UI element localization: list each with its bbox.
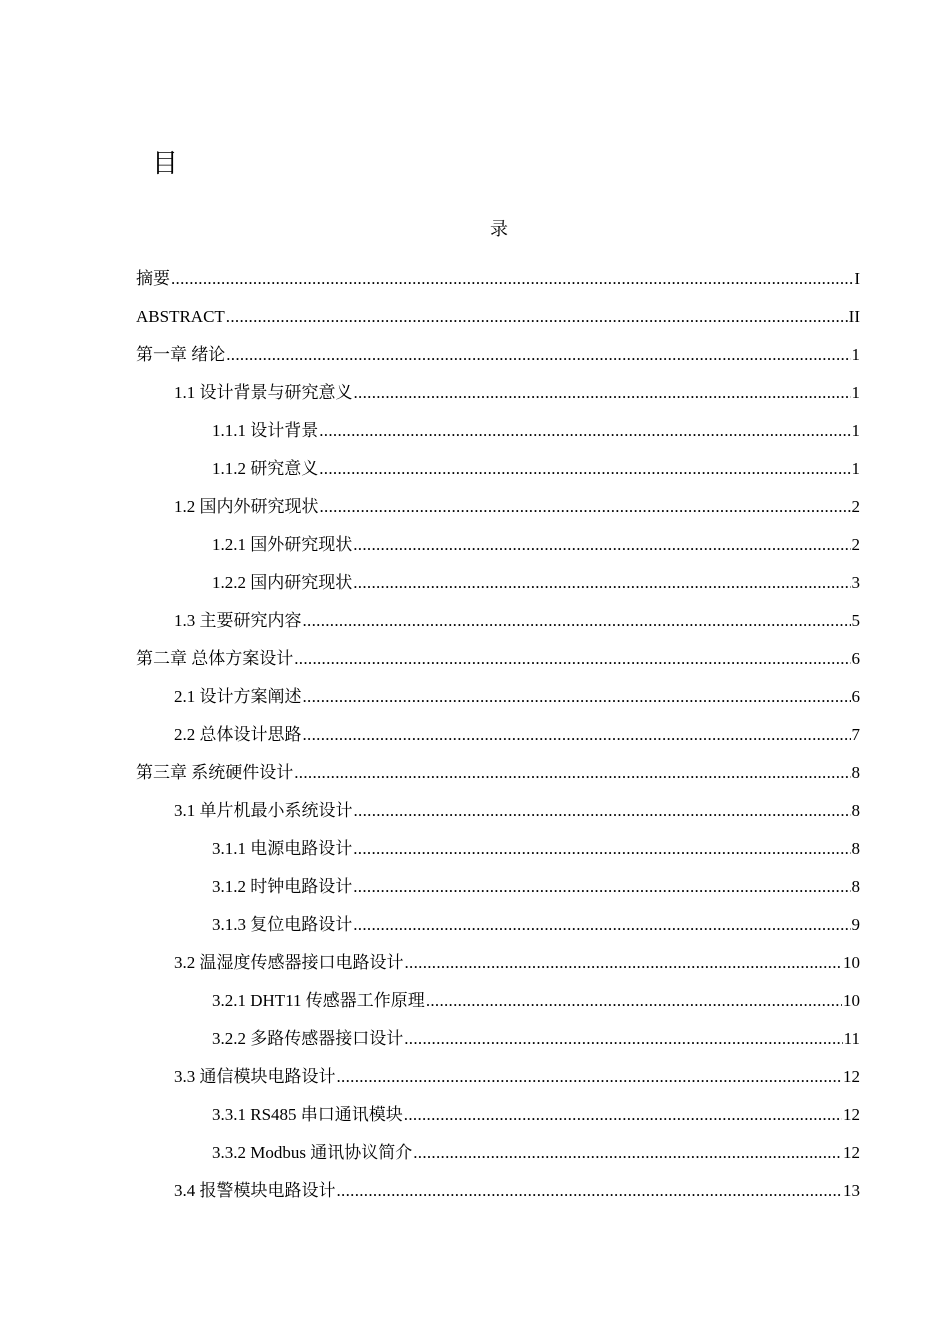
toc-entry[interactable] bbox=[136, 1062, 860, 1100]
toc-entry[interactable] bbox=[136, 378, 860, 416]
toc-entry[interactable] bbox=[136, 530, 860, 568]
toc-entry-page-number: 8 bbox=[851, 877, 860, 896]
toc-entry-label: 1.2 国内外研究现状 bbox=[174, 497, 319, 516]
toc-dot-leader bbox=[354, 378, 851, 408]
toc-entry-label: 第一章 绪论 bbox=[136, 345, 226, 364]
toc-entry[interactable] bbox=[136, 682, 860, 720]
toc-entry[interactable] bbox=[136, 720, 860, 758]
toc-dot-leader bbox=[337, 1062, 843, 1092]
toc-entry-label: 3.2 温湿度传感器接口电路设计 bbox=[174, 953, 404, 972]
toc-entry-page-number: 1 bbox=[851, 421, 860, 440]
toc-entry[interactable] bbox=[136, 1138, 860, 1176]
toc-entry-page-number: 2 bbox=[851, 497, 860, 516]
toc-entry-label: 1.1.1 设计背景 bbox=[212, 421, 319, 440]
toc-entry-label: 1.2.1 国外研究现状 bbox=[212, 535, 353, 554]
toc-dot-leader bbox=[303, 606, 851, 636]
toc-entry-page-number: 13 bbox=[843, 1181, 860, 1200]
toc-entry[interactable] bbox=[136, 758, 860, 796]
toc-entry-page-number: II bbox=[848, 307, 860, 326]
toc-entry-page-number: 2 bbox=[851, 535, 860, 554]
toc-entry[interactable] bbox=[136, 948, 860, 986]
toc-dot-leader bbox=[337, 1176, 843, 1206]
toc-dot-leader bbox=[405, 948, 843, 978]
toc-entry-label: 3.3 通信模块电路设计 bbox=[174, 1067, 336, 1086]
toc-entry-page-number: 3 bbox=[851, 573, 860, 592]
table-of-contents bbox=[136, 264, 860, 1214]
toc-dot-leader bbox=[294, 644, 850, 674]
toc-dot-leader bbox=[413, 1138, 842, 1168]
toc-entry-page-number: 6 bbox=[851, 649, 860, 668]
toc-entry[interactable] bbox=[136, 568, 860, 606]
toc-entry-label: 摘要 bbox=[136, 269, 170, 288]
toc-entry-page-number: 8 bbox=[851, 801, 860, 820]
toc-entry-page-number: 5 bbox=[851, 611, 860, 630]
toc-entry[interactable] bbox=[136, 1176, 860, 1214]
toc-entry-page-number: 1 bbox=[851, 383, 860, 402]
toc-entry-label: 1.2.2 国内研究现状 bbox=[212, 573, 353, 592]
toc-dot-leader bbox=[303, 720, 851, 750]
toc-entry-page-number: 8 bbox=[851, 763, 860, 782]
toc-entry-page-number: 1 bbox=[851, 459, 860, 478]
toc-dot-leader bbox=[320, 492, 851, 522]
toc-entry-label: 3.1 单片机最小系统设计 bbox=[174, 801, 353, 820]
toc-dot-leader bbox=[426, 986, 842, 1016]
toc-entry-page-number: 12 bbox=[843, 1105, 860, 1124]
toc-entry-label: 3.1.1 电源电路设计 bbox=[212, 839, 353, 858]
toc-dot-leader bbox=[404, 1024, 842, 1054]
toc-entry-label: 1.1.2 研究意义 bbox=[212, 459, 319, 478]
toc-entry[interactable] bbox=[136, 1100, 860, 1138]
toc-entry[interactable] bbox=[136, 454, 860, 492]
toc-heading-sub: 录 bbox=[490, 219, 508, 239]
toc-entry-page-number: I bbox=[854, 269, 860, 288]
toc-entry-label: 第二章 总体方案设计 bbox=[136, 649, 294, 668]
toc-entry[interactable] bbox=[136, 340, 860, 378]
toc-entry-label: 2.1 设计方案阐述 bbox=[174, 687, 302, 706]
toc-entry[interactable] bbox=[136, 796, 860, 834]
toc-entry-label: 3.4 报警模块电路设计 bbox=[174, 1181, 336, 1200]
toc-entry-label: 2.2 总体设计思路 bbox=[174, 725, 302, 744]
toc-entry-label: 3.3.2 Modbus 通讯协议简介 bbox=[212, 1143, 413, 1162]
toc-entry[interactable] bbox=[136, 416, 860, 454]
toc-entry-page-number: 8 bbox=[851, 839, 860, 858]
toc-entry[interactable] bbox=[136, 492, 860, 530]
toc-dot-leader bbox=[404, 1100, 842, 1130]
toc-entry-label: 1.3 主要研究内容 bbox=[174, 611, 302, 630]
toc-entry-page-number: 11 bbox=[843, 1029, 860, 1048]
toc-entry-page-number: 9 bbox=[851, 915, 860, 934]
toc-entry[interactable] bbox=[136, 834, 860, 872]
toc-dot-leader bbox=[319, 454, 850, 484]
toc-dot-leader bbox=[294, 758, 850, 788]
toc-entry-label: 3.2.1 DHT11 传感器工作原理 bbox=[212, 991, 425, 1010]
toc-dot-leader bbox=[353, 834, 850, 864]
toc-entry-label: ABSTRACT bbox=[136, 307, 225, 326]
toc-entry[interactable] bbox=[136, 1024, 860, 1062]
toc-entry-page-number: 12 bbox=[843, 1143, 860, 1162]
toc-entry[interactable] bbox=[136, 910, 860, 948]
toc-entry[interactable] bbox=[136, 264, 860, 302]
toc-entry-label: 3.3.1 RS485 串口通讯模块 bbox=[212, 1105, 403, 1124]
toc-dot-leader bbox=[171, 264, 853, 294]
toc-dot-leader bbox=[353, 530, 850, 560]
toc-dot-leader bbox=[303, 682, 851, 712]
toc-entry[interactable] bbox=[136, 644, 860, 682]
toc-entry-page-number: 1 bbox=[851, 345, 860, 364]
toc-entry-label: 3.2.2 多路传感器接口设计 bbox=[212, 1029, 404, 1048]
toc-entry[interactable] bbox=[136, 986, 860, 1024]
toc-heading-main: 目 bbox=[152, 149, 179, 179]
toc-entry-label: 3.1.3 复位电路设计 bbox=[212, 915, 353, 934]
toc-entry-label: 3.1.2 时钟电路设计 bbox=[212, 877, 353, 896]
toc-dot-leader bbox=[319, 416, 850, 446]
toc-entry-page-number: 7 bbox=[851, 725, 860, 744]
toc-entry-page-number: 10 bbox=[843, 991, 860, 1010]
toc-entry-page-number: 6 bbox=[851, 687, 860, 706]
toc-dot-leader bbox=[226, 302, 848, 332]
toc-entry[interactable] bbox=[136, 872, 860, 910]
toc-entry[interactable] bbox=[136, 302, 860, 340]
toc-entry[interactable] bbox=[136, 606, 860, 644]
toc-entry-page-number: 10 bbox=[843, 953, 860, 972]
toc-entry-label: 1.1 设计背景与研究意义 bbox=[174, 383, 353, 402]
toc-dot-leader bbox=[354, 796, 851, 826]
toc-dot-leader bbox=[353, 872, 850, 902]
toc-dot-leader bbox=[353, 910, 850, 940]
toc-dot-leader bbox=[226, 340, 850, 370]
toc-dot-leader bbox=[353, 568, 850, 598]
toc-entry-label: 第三章 系统硬件设计 bbox=[136, 763, 294, 782]
toc-entry-page-number: 12 bbox=[843, 1067, 860, 1086]
